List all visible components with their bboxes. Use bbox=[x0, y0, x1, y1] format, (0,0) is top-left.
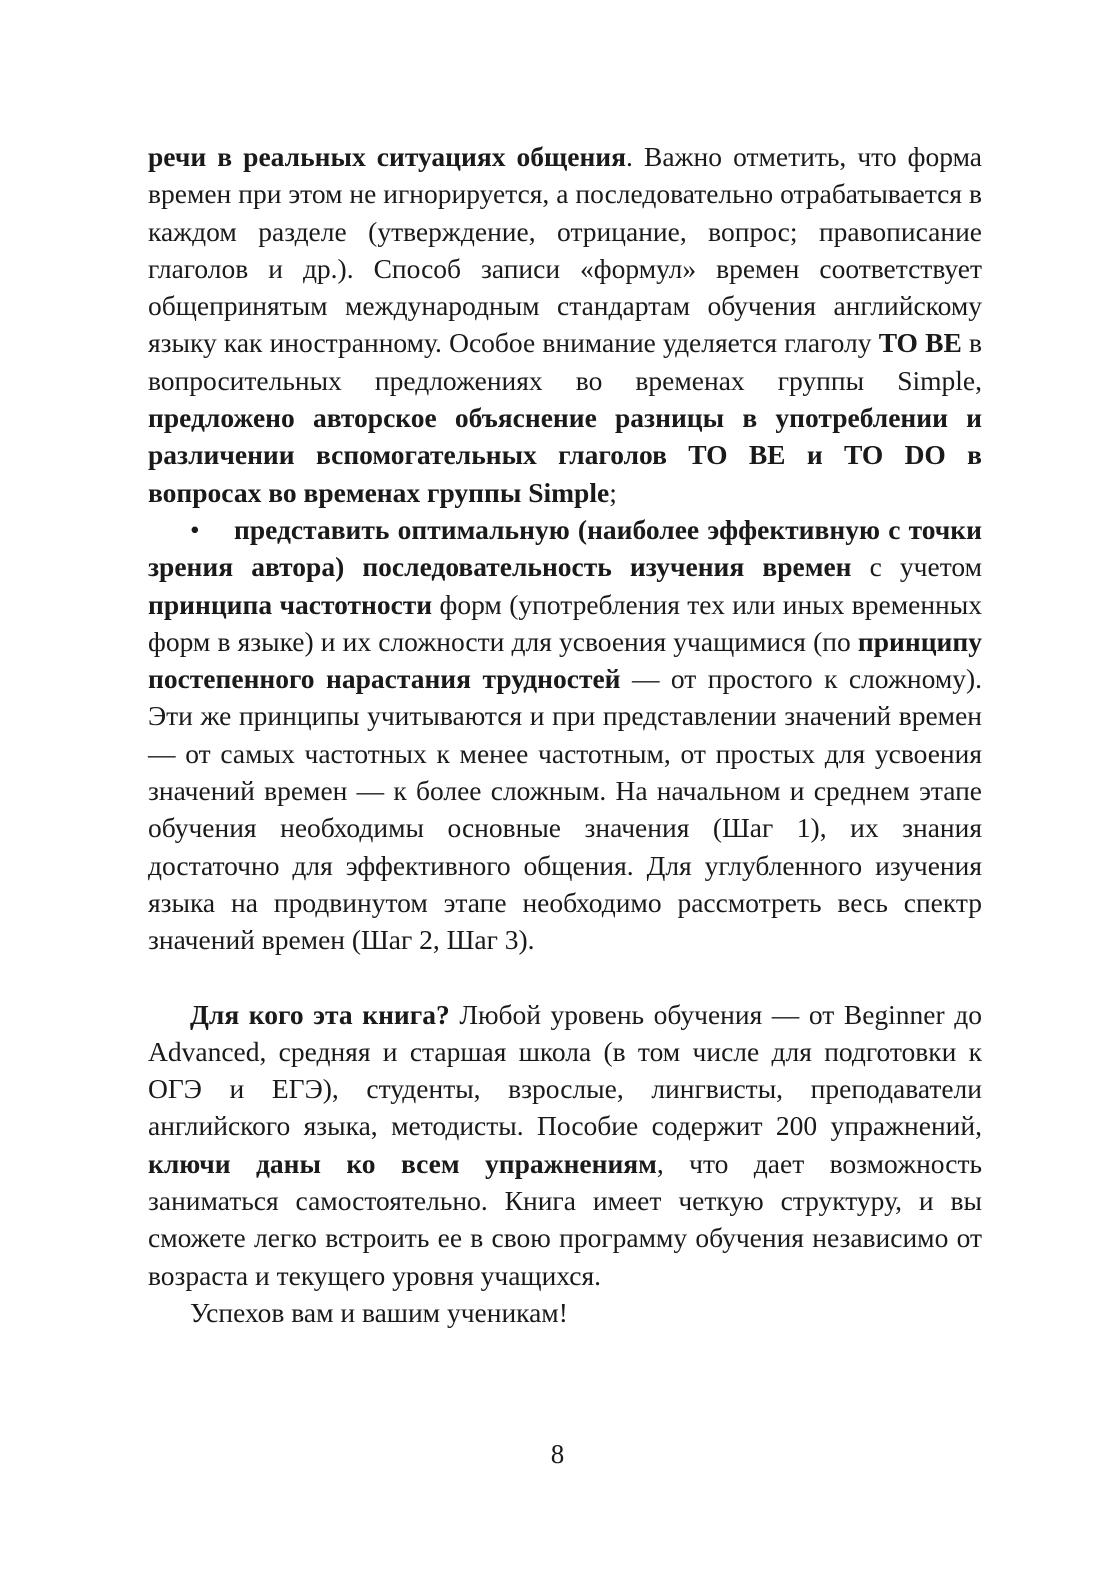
text-run: в вопросительных предложениях во временах группы Simple, bbox=[148, 327, 982, 396]
bold-phrase: Для кого эта книга? bbox=[190, 998, 450, 1030]
bold-phrase: ключи даны ко всем упражнениям bbox=[148, 1147, 657, 1179]
text-run: — от простого к сложному). Эти же принципы учитываются и при представлении значений времен — от самых частотных к менее частотным, от простых для усвоения значений времен — к более сложным. На начальном и среднем этапе обучения необходимы основные значения (Шаг 1), их знания достаточно для эффективного общения. Для углубленного изучения языка на продвинутом этапе необходимо рассмотреть весь спектр значений времен (Шаг 2, Шаг 3). bbox=[148, 663, 982, 956]
bold-phrase: предложено авторское объяснение разницы в употреблении и различении вспомогательных глаголов TO BE и TO DO в вопросах во временах группы Simple bbox=[148, 402, 982, 508]
paragraph-goals-continued bbox=[148, 138, 982, 511]
text-run: с учетом bbox=[851, 551, 983, 583]
bold-phrase: речи в реальных ситуациях общения bbox=[148, 141, 627, 172]
page-body bbox=[148, 138, 982, 1331]
text-run: форм (употребления тех или иных временных форм в языке) и их сложности для усвоения учащимися (по bbox=[148, 588, 982, 657]
bold-phrase: принципа частотности bbox=[148, 588, 433, 620]
bullet-icon: • bbox=[190, 513, 200, 545]
bold-phrase: представить оптимальную (наиболее эффективную с точки зрения автора) последовательность изучения времен bbox=[148, 513, 982, 583]
text-run: ; bbox=[609, 476, 617, 508]
page-number: 8 bbox=[550, 1439, 565, 1469]
bold-phrase: принципу постепенного нарастания трудностей bbox=[148, 625, 982, 695]
bold-phrase: TO BE bbox=[878, 327, 962, 359]
text-run: Любой уровень обучения — от Beginner до Advanced, средняя и старшая школа (в том числе для подготовки к ОГЭ и ЕГЭ), студенты, взрослые, лингвисты, преподаватели английского языка, методисты. Пособие содержит 200 упражнений, bbox=[148, 998, 982, 1142]
text-run: , что дает возможность заниматься самостоятельно. Книга имеет четкую структуру, и вы сможете легко встроить ее в свою программу обучения независимо от возраста и текущего уровня учащихся. bbox=[148, 1147, 982, 1291]
text-run: Успехов вам и вашим ученикам! bbox=[190, 1296, 568, 1328]
text-run: . Важно отметить, что форма времен при этом не игнорируется, а последовательно отрабатывается в каждом разделе (утверждение, отрицание, вопрос; правописание глаголов и др.). Способ записи «формул» времен соответствует общепринятым международным стандартам обучения английскому языку как иностранному. Особое внимание уделяется глаголу bbox=[148, 141, 982, 359]
paragraph-closing-wish bbox=[148, 1294, 982, 1331]
bullet-item-sequence bbox=[148, 511, 982, 959]
paragraph-audience bbox=[148, 996, 982, 1294]
